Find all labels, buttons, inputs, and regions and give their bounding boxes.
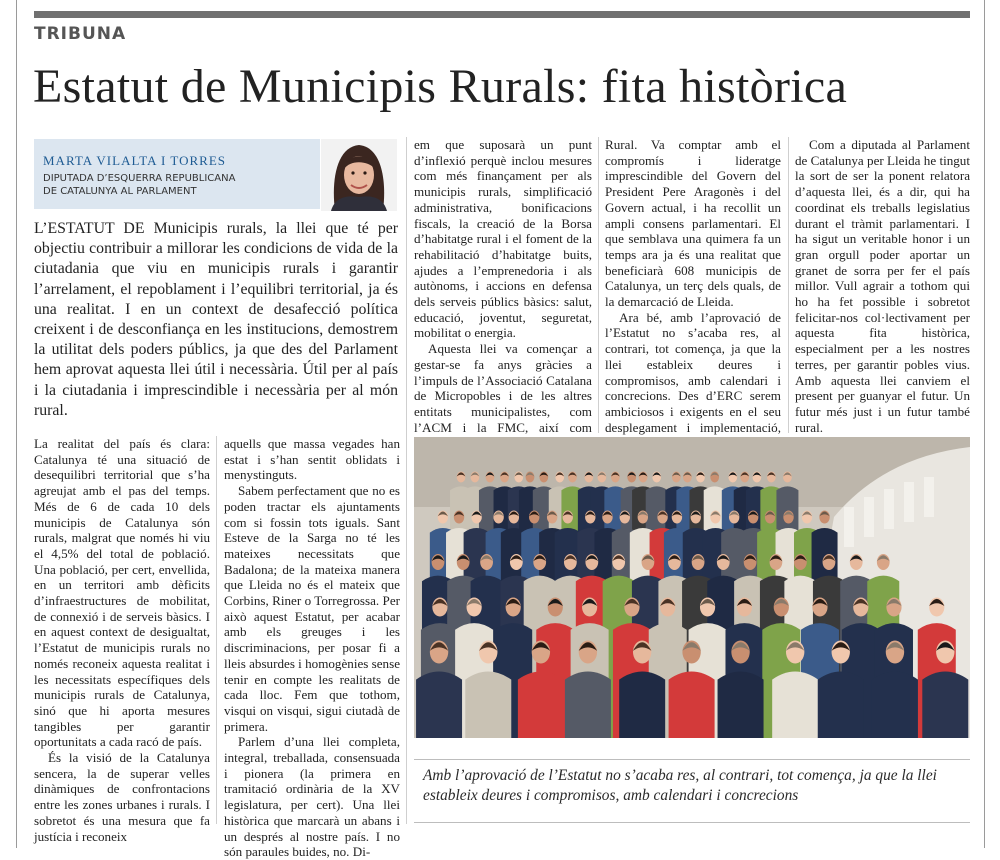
- author-name: MARTA VILALTA I TORRES: [43, 153, 226, 168]
- col4-paragraph-1: Rural. Va comptar amb el compromís i lideratge imprescindible del Govern del President Pere Aragonès i del Govern actual, i ha recollit un ampli consens parlamentari. El que semblava una quimera fa un temps ara ja és una realitat que beneficiarà 608 municipis de Catalunya, un terç dels quals, de la demarcació de Lleida.: [605, 137, 781, 310]
- lead-text: L’ESTATUT DE Municipis rurals, la llei que té per objectiu contribuir a millorar les condicions de vida de la ciutadania que viu en municipis rurals i garantir l’arrelament, el repoblament i l’equilibri territorial, ja és una realitat. I en un context de desafecció política creixent i de desconfiança en les institucions, demostrem la utilitat dels poders públics, ja que des del Parlament hem aprovat aquesta llei útil i necessària. Útil per al país i la ciutadania i imprescindible i necessària per al món rural.: [34, 220, 398, 419]
- col1-paragraph-1: La realitat del país és clara: Catalunya té una situació de desequilibri territorial que s’ha agreujat amb el pas del temps. Més de 6 de cada 10 dels municipis de Catalunya són rurals, malgrat que només hi viu el 4,5% del total de població. Una població, per cert, envellida, en un territori amb dèficits d’infraestructures de mobilitat, de connexió i de serveis bàsics. I en aquest context de desigualtat, l’Estatut de municipis rurals no només reconeix aquesta realitat i les necessitats específiques dels municipis rurals de Catalunya, sinó que hi aporta mesures tangibles per garantir oportunitats a cada racó de país.: [34, 436, 210, 750]
- lead-paragraph: [34, 219, 398, 421]
- col2-paragraph-1: aquells que massa vegades han estat i s’han sentit oblidats i menystinguts.: [224, 436, 400, 483]
- group-photo-illustration: [414, 437, 970, 738]
- author-role: [43, 172, 313, 198]
- crowd-person-body: [619, 672, 665, 738]
- article-headline: Estatut de Municipis Rurals: fita històrica: [33, 60, 848, 113]
- author-role-line2: DE CATALUNYA AL PARLAMENT: [43, 186, 197, 197]
- article-column-2: [224, 436, 401, 860]
- article-column-5: [795, 137, 970, 433]
- crowd-person-body: [872, 672, 918, 738]
- col2-paragraph-3: Parlem d’una llei completa, integral, treballada, consensuada i pionera (la primera en tramitació ordinària de la XV legislatura, per cert). Una llei històrica que marcarà un abans i un després al nostre país. I no són paraules buides, no. Di-: [224, 734, 400, 860]
- article-column-1: [34, 436, 210, 844]
- crowd-person-body: [565, 672, 611, 738]
- crowd-person-body: [818, 672, 864, 738]
- col3-paragraph-2: Aquesta llei va començar a gestar-se fa anys gràcies a l’impuls de l’Associació Catalana de Micropobles i de les altres entitats municipalistes, com l’ACM i la FMC, així com: [414, 341, 592, 435]
- col5-paragraph-1: Com a diputada al Parlament de Catalunya per Lleida he tingut la sort de ser la ponent relatora d’aquesta llei, és a dir, qui ha coordinat els treballs legislatius durant el tràmit parlamentari. I ha sigut un veritable honor i un gran orgull poder aportar un granet de sorra per fer el país millor. Vull agrair a tothom qui ho ha fet possible i sobretot felicitar-nos col·lectivament per aquesta fita històrica, especialment per a les nostres terres, per garantir pobles vius. Amb aquesta llei canviem el present per guanyar el futur. Un futur més just i un futur també rural.: [795, 137, 970, 435]
- crowd-person-body: [669, 672, 715, 738]
- article-column-3: [414, 137, 592, 433]
- col4-paragraph-2: Ara bé, amb l’aprovació de l’Estatut no s’acaba res, al contrari, tot comença, ja que la llei estableix deures i compromisos, amb calendari i concrecions. Des d’ERC serem ambiciosos i exigents en el seu desplegament i implementació,: [605, 309, 781, 435]
- column-divider: [788, 137, 789, 433]
- section-label: TRIBUNA: [34, 24, 127, 44]
- photo-caption: Amb l’aprovació de l’Estatut no s’acaba res, al contrari, tot comença, ja que la llei estableix deures i compromisos, amb calendari i concrecions: [423, 767, 937, 804]
- column-divider: [598, 137, 599, 433]
- page-frame-left: [16, 0, 17, 848]
- author-role-line1: DIPUTADA D’ESQUERRA REPUBLICANA: [43, 173, 236, 184]
- article-column-4: [605, 137, 781, 433]
- crowd-person-body: [772, 672, 818, 738]
- author-portrait: [321, 139, 397, 211]
- crowd-person-body: [416, 672, 462, 738]
- group-photo: [414, 437, 970, 738]
- column-divider: [216, 436, 217, 824]
- col1-paragraph-2: És la visió de la Catalunya sencera, la de superar velles dinàmiques de confrontacions entre les zones urbanes i rurals. I sobretot és una mesura que fa justícia i reconeix: [34, 750, 210, 844]
- col3-paragraph-1: em que suposarà un punt d’inflexió perquè inclou mesures com més finançament per als municipis rurals, simplificació administrativa, bonificacions fiscals, la creació de la Borsa d’habitatge rural i el foment de la rehabilitació d’habitatge buits, ajudes a l’emprenedoria i als autònoms, i accions en defensa dels serveis públics bàsics: salut, educació, joventut, seguretat, mobilitat o energia.: [414, 137, 592, 341]
- column-divider: [406, 137, 407, 824]
- author-portrait-illustration: [321, 139, 397, 211]
- top-rule: [34, 11, 970, 18]
- page-frame-right: [984, 0, 985, 848]
- crowd-person-body: [465, 672, 511, 738]
- col2-paragraph-2: Sabem perfectament que no es poden tractar els ajuntaments com si fossin tots iguals. Sant Esteve de la Sarga no té les mateixes necessitats que Badalona; de la mateixa manera que Lleida no és el mateix que Corbins, Riner o Torregrossa. Per això aquest Estatut, per acabar amb els greuges i les discriminacions, per posar fi a lleis absurdes i homogènies sense tenir en compte les realitats de cada lloc. Fem que tothom, visqui on visqui, sigui ciutadà de primera.: [224, 483, 401, 734]
- crowd-person-body: [718, 672, 764, 738]
- caption-rule-top: [414, 759, 970, 760]
- crowd-person-body: [922, 672, 968, 738]
- crowd-person-body: [518, 672, 564, 738]
- caption-rule-bottom: [414, 822, 970, 823]
